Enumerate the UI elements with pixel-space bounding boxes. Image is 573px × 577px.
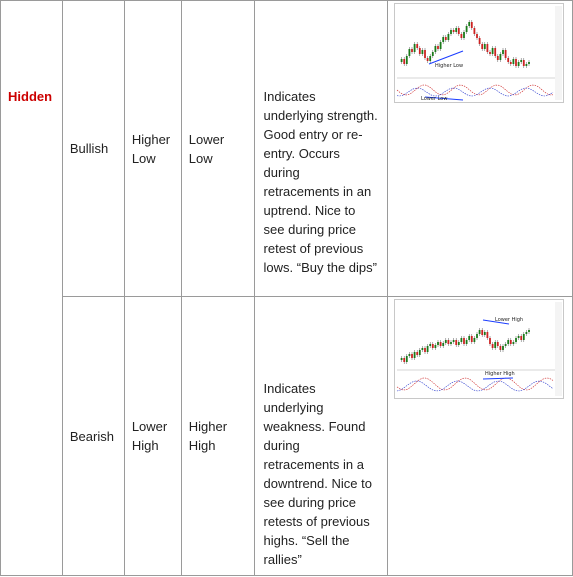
direction-cell: Bullish — [62, 1, 124, 297]
divergence-type-text: Hidden — [8, 88, 53, 104]
price-cell: Higher Low — [124, 1, 181, 297]
oscillator-annotation: Lower Low — [421, 96, 448, 102]
oscillator-annotation: Higher High — [485, 371, 515, 377]
hidden-bullish-chart-image — [394, 3, 564, 103]
hidden-bearish-chart — [395, 300, 563, 398]
oscillator-cell: Higher High — [181, 297, 254, 576]
description-cell: Indicates underlying strength. Good entry or re-entry. Occurs during retracements in an uptrend. Nice to see during price retest of previous lows. “Buy the dips” — [254, 1, 388, 297]
oscillator-cell: Lower Low — [181, 1, 254, 297]
description-cell: Indicates underlying weakness. Found during retracements in a downtrend. Nice to see during price retests of previous highs. “Sell the rallies” — [254, 297, 388, 576]
direction-cell: Bearish — [62, 297, 124, 576]
hidden-bullish-chart — [395, 4, 563, 102]
chart-cell — [388, 1, 573, 297]
hidden-bearish-chart-image — [394, 299, 564, 399]
chart-cell — [388, 297, 573, 576]
price-annotation: Higher Low — [435, 63, 464, 69]
higher-high-trendline — [483, 378, 513, 379]
table-row-bearish — [1, 297, 573, 576]
table-row-bullish — [1, 1, 573, 297]
price-cell: Lower High — [124, 297, 181, 576]
price-annotation: Lower High — [495, 317, 524, 323]
divergence-type-label — [1, 1, 63, 576]
